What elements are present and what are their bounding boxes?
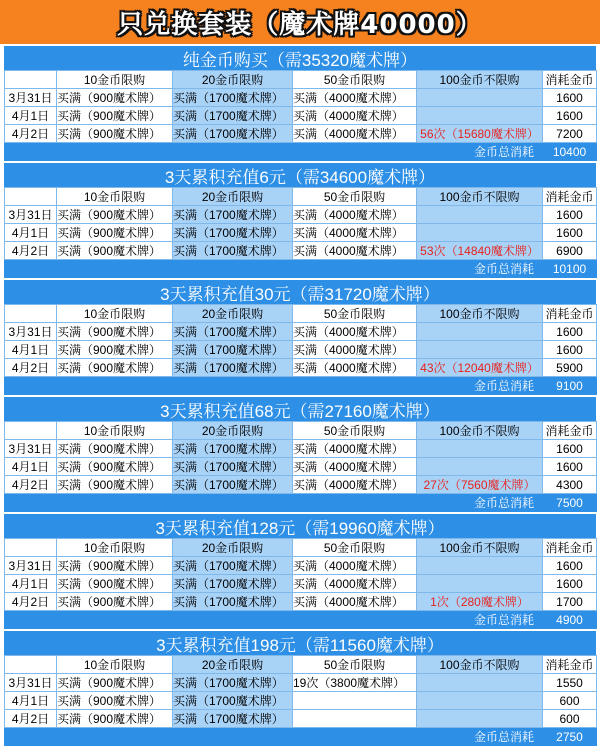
section-table	[4, 421, 597, 512]
purchase-cell: 买满（1700魔术牌）	[173, 674, 293, 692]
section-table	[4, 655, 597, 746]
table-row	[5, 359, 597, 377]
date-cell: 3月31日	[5, 674, 57, 692]
total-value: 2750	[543, 728, 597, 746]
purchase-cell	[417, 323, 543, 341]
section-title: 3天累积充值128元（需19960魔术牌）	[4, 514, 596, 538]
column-header: 100金币不限购	[417, 305, 543, 323]
date-cell: 3月31日	[5, 206, 57, 224]
table-row	[5, 323, 597, 341]
purchase-cell: 56次（15680魔术牌）	[417, 125, 543, 143]
purchase-cell: 买满（900魔术牌）	[57, 458, 173, 476]
date-cell: 4月2日	[5, 359, 57, 377]
purchase-cell	[417, 458, 543, 476]
purchase-cell: 买满（1700魔术牌）	[173, 476, 293, 494]
total-label: 金币总消耗	[417, 494, 543, 512]
date-cell: 4月2日	[5, 242, 57, 260]
column-header: 10金币限购	[57, 305, 173, 323]
column-header: 10金币限购	[57, 188, 173, 206]
purchase-cell	[293, 692, 417, 710]
purchase-cell: 买满（1700魔术牌）	[173, 224, 293, 242]
column-header-row	[5, 305, 597, 323]
table-row	[5, 224, 597, 242]
cost-cell: 5900	[543, 359, 597, 377]
cost-cell: 1700	[543, 593, 597, 611]
purchase-cell: 买满（900魔术牌）	[57, 440, 173, 458]
date-cell: 3月31日	[5, 89, 57, 107]
total-row	[5, 728, 597, 746]
purchase-cell: 买满（900魔术牌）	[57, 359, 173, 377]
table-row	[5, 125, 597, 143]
purchase-cell	[417, 107, 543, 125]
column-header: 消耗金币	[543, 188, 597, 206]
purchase-cell: 买满（900魔术牌）	[57, 674, 173, 692]
total-value: 4900	[543, 611, 597, 629]
table-row	[5, 674, 597, 692]
total-spacer	[5, 494, 417, 512]
date-cell: 4月2日	[5, 593, 57, 611]
cost-cell: 1600	[543, 89, 597, 107]
purchase-cell: 买满（4000魔术牌）	[293, 458, 417, 476]
purchase-cell: 买满（900魔术牌）	[57, 242, 173, 260]
purchase-cell: 买满（4000魔术牌）	[293, 206, 417, 224]
cost-cell: 1600	[543, 206, 597, 224]
section-title: 3天累积充值30元（需31720魔术牌）	[4, 280, 596, 304]
table-row	[5, 710, 597, 728]
purchase-cell: 买满（4000魔术牌）	[293, 125, 417, 143]
purchase-cell: 53次（14840魔术牌）	[417, 242, 543, 260]
table-row	[5, 89, 597, 107]
total-value: 7500	[543, 494, 597, 512]
date-cell: 4月1日	[5, 224, 57, 242]
table-row	[5, 476, 597, 494]
column-header: 10金币限购	[57, 656, 173, 674]
price-section	[4, 163, 596, 278]
column-header	[5, 656, 57, 674]
purchase-cell: 买满（900魔术牌）	[57, 341, 173, 359]
purchase-cell	[417, 674, 543, 692]
section-table	[4, 70, 597, 161]
date-cell: 4月1日	[5, 692, 57, 710]
section-title: 3天累积充值68元（需27160魔术牌）	[4, 397, 596, 421]
date-cell: 4月1日	[5, 107, 57, 125]
cost-cell: 1600	[543, 440, 597, 458]
cost-cell: 600	[543, 692, 597, 710]
section-table	[4, 304, 597, 395]
purchase-cell	[417, 224, 543, 242]
cost-cell: 1600	[543, 557, 597, 575]
date-cell: 4月2日	[5, 125, 57, 143]
column-header: 50金币限购	[293, 71, 417, 89]
total-spacer	[5, 143, 417, 161]
table-row	[5, 242, 597, 260]
cost-cell: 7200	[543, 125, 597, 143]
purchase-cell: 买满（900魔术牌）	[57, 206, 173, 224]
purchase-cell: 买满（1700魔术牌）	[173, 323, 293, 341]
purchase-cell	[293, 710, 417, 728]
total-row	[5, 260, 597, 278]
column-header: 20金币限购	[173, 305, 293, 323]
cost-cell: 1600	[543, 458, 597, 476]
total-spacer	[5, 611, 417, 629]
total-row	[5, 494, 597, 512]
purchase-cell: 买满（4000魔术牌）	[293, 359, 417, 377]
purchase-cell: 买满（900魔术牌）	[57, 125, 173, 143]
purchase-cell: 买满（4000魔术牌）	[293, 575, 417, 593]
cost-cell: 4300	[543, 476, 597, 494]
date-cell: 4月2日	[5, 476, 57, 494]
column-header-row	[5, 188, 597, 206]
purchase-cell	[417, 206, 543, 224]
total-value: 9100	[543, 377, 597, 395]
purchase-cell	[417, 440, 543, 458]
column-header	[5, 539, 57, 557]
section-table	[4, 187, 597, 278]
column-header: 消耗金币	[543, 656, 597, 674]
purchase-cell	[417, 341, 543, 359]
purchase-cell: 买满（900魔术牌）	[57, 224, 173, 242]
page-title: 只兑换套装（魔术牌40000）	[117, 9, 483, 40]
purchase-cell: 买满（1700魔术牌）	[173, 125, 293, 143]
column-header-row	[5, 71, 597, 89]
purchase-cell: 买满（1700魔术牌）	[173, 440, 293, 458]
total-label: 金币总消耗	[417, 377, 543, 395]
total-row	[5, 143, 597, 161]
purchase-cell: 买满（1700魔术牌）	[173, 458, 293, 476]
purchase-cell: 买满（1700魔术牌）	[173, 107, 293, 125]
purchase-cell: 买满（1700魔术牌）	[173, 710, 293, 728]
column-header: 消耗金币	[543, 422, 597, 440]
purchase-cell	[417, 575, 543, 593]
date-cell: 4月2日	[5, 710, 57, 728]
purchase-cell: 买满（4000魔术牌）	[293, 593, 417, 611]
purchase-cell: 买满（900魔术牌）	[57, 107, 173, 125]
total-row	[5, 611, 597, 629]
table-row	[5, 557, 597, 575]
purchase-cell: 买满（4000魔术牌）	[293, 107, 417, 125]
total-label: 金币总消耗	[417, 143, 543, 161]
total-label: 金币总消耗	[417, 260, 543, 278]
total-value: 10400	[543, 143, 597, 161]
purchase-cell: 买满（900魔术牌）	[57, 593, 173, 611]
price-section	[4, 631, 596, 746]
column-header: 10金币限购	[57, 539, 173, 557]
column-header-row	[5, 422, 597, 440]
section-title: 3天累积充值6元（需34600魔术牌）	[4, 163, 596, 187]
date-cell: 3月31日	[5, 323, 57, 341]
cost-cell: 1600	[543, 575, 597, 593]
total-label: 金币总消耗	[417, 611, 543, 629]
table-row	[5, 593, 597, 611]
purchase-cell: 买满（4000魔术牌）	[293, 242, 417, 260]
table-row	[5, 692, 597, 710]
table-row	[5, 206, 597, 224]
cost-cell: 1600	[543, 107, 597, 125]
column-header	[5, 305, 57, 323]
table-row	[5, 341, 597, 359]
purchase-cell: 买满（1700魔术牌）	[173, 89, 293, 107]
column-header	[5, 71, 57, 89]
purchase-cell: 买满（1700魔术牌）	[173, 341, 293, 359]
purchase-cell	[417, 557, 543, 575]
purchase-cell: 买满（1700魔术牌）	[173, 206, 293, 224]
purchase-cell: 买满（4000魔术牌）	[293, 89, 417, 107]
table-row	[5, 440, 597, 458]
table-row	[5, 575, 597, 593]
date-cell: 3月31日	[5, 557, 57, 575]
purchase-cell	[417, 89, 543, 107]
column-header: 100金币不限购	[417, 539, 543, 557]
purchase-cell	[417, 692, 543, 710]
purchase-cell: 买满（1700魔术牌）	[173, 242, 293, 260]
price-section	[4, 280, 596, 395]
date-cell: 4月1日	[5, 575, 57, 593]
title-banner	[0, 0, 600, 44]
column-header: 50金币限购	[293, 305, 417, 323]
purchase-cell: 43次（12040魔术牌）	[417, 359, 543, 377]
cost-cell: 1600	[543, 341, 597, 359]
purchase-cell: 买满（4000魔术牌）	[293, 476, 417, 494]
column-header: 50金币限购	[293, 539, 417, 557]
purchase-cell: 买满（1700魔术牌）	[173, 557, 293, 575]
column-header: 50金币限购	[293, 422, 417, 440]
column-header: 100金币不限购	[417, 656, 543, 674]
purchase-cell: 买满（900魔术牌）	[57, 575, 173, 593]
column-header: 20金币限购	[173, 422, 293, 440]
section-title: 纯金币购买（需35320魔术牌）	[4, 46, 596, 70]
section-title: 3天累积充值198元（需11560魔术牌）	[4, 631, 596, 655]
total-spacer	[5, 728, 417, 746]
column-header: 50金币限购	[293, 656, 417, 674]
purchase-cell: 19次（3800魔术牌）	[293, 674, 417, 692]
purchase-cell: 买满（1700魔术牌）	[173, 359, 293, 377]
date-cell: 4月1日	[5, 458, 57, 476]
column-header: 100金币不限购	[417, 188, 543, 206]
column-header-row	[5, 539, 597, 557]
cost-cell: 1600	[543, 224, 597, 242]
column-header: 20金币限购	[173, 71, 293, 89]
date-cell: 3月31日	[5, 440, 57, 458]
purchase-cell: 买满（900魔术牌）	[57, 323, 173, 341]
column-header: 消耗金币	[543, 539, 597, 557]
purchase-cell: 买满（1700魔术牌）	[173, 593, 293, 611]
total-spacer	[5, 260, 417, 278]
column-header: 20金币限购	[173, 539, 293, 557]
purchase-cell: 买满（1700魔术牌）	[173, 692, 293, 710]
total-label: 金币总消耗	[417, 728, 543, 746]
purchase-cell: 买满（4000魔术牌）	[293, 557, 417, 575]
cost-cell: 1550	[543, 674, 597, 692]
purchase-cell: 买满（4000魔术牌）	[293, 440, 417, 458]
purchase-cell: 买满（900魔术牌）	[57, 476, 173, 494]
column-header	[5, 422, 57, 440]
price-section	[4, 514, 596, 629]
purchase-cell: 买满（900魔术牌）	[57, 89, 173, 107]
cost-cell: 600	[543, 710, 597, 728]
column-header: 消耗金币	[543, 71, 597, 89]
total-value: 10100	[543, 260, 597, 278]
column-header: 20金币限购	[173, 656, 293, 674]
purchase-cell: 买满（4000魔术牌）	[293, 323, 417, 341]
purchase-cell: 买满（4000魔术牌）	[293, 341, 417, 359]
column-header: 50金币限购	[293, 188, 417, 206]
column-header: 10金币限购	[57, 422, 173, 440]
purchase-cell: 买满（900魔术牌）	[57, 557, 173, 575]
column-header: 消耗金币	[543, 305, 597, 323]
column-header: 100金币不限购	[417, 71, 543, 89]
purchase-cell: 买满（900魔术牌）	[57, 692, 173, 710]
purchase-cell: 1次（280魔术牌）	[417, 593, 543, 611]
column-header: 10金币限购	[57, 71, 173, 89]
column-header-row	[5, 656, 597, 674]
table-row	[5, 458, 597, 476]
table-row	[5, 107, 597, 125]
purchase-cell: 27次（7560魔术牌）	[417, 476, 543, 494]
purchase-cell: 买满（1700魔术牌）	[173, 575, 293, 593]
purchase-cell: 买满（900魔术牌）	[57, 710, 173, 728]
price-section	[4, 397, 596, 512]
column-header	[5, 188, 57, 206]
section-table	[4, 538, 597, 629]
cost-cell: 1600	[543, 323, 597, 341]
total-row	[5, 377, 597, 395]
purchase-cell: 买满（4000魔术牌）	[293, 224, 417, 242]
price-section	[4, 46, 596, 161]
column-header: 20金币限购	[173, 188, 293, 206]
date-cell: 4月1日	[5, 341, 57, 359]
total-spacer	[5, 377, 417, 395]
cost-cell: 6900	[543, 242, 597, 260]
purchase-cell	[417, 710, 543, 728]
column-header: 100金币不限购	[417, 422, 543, 440]
